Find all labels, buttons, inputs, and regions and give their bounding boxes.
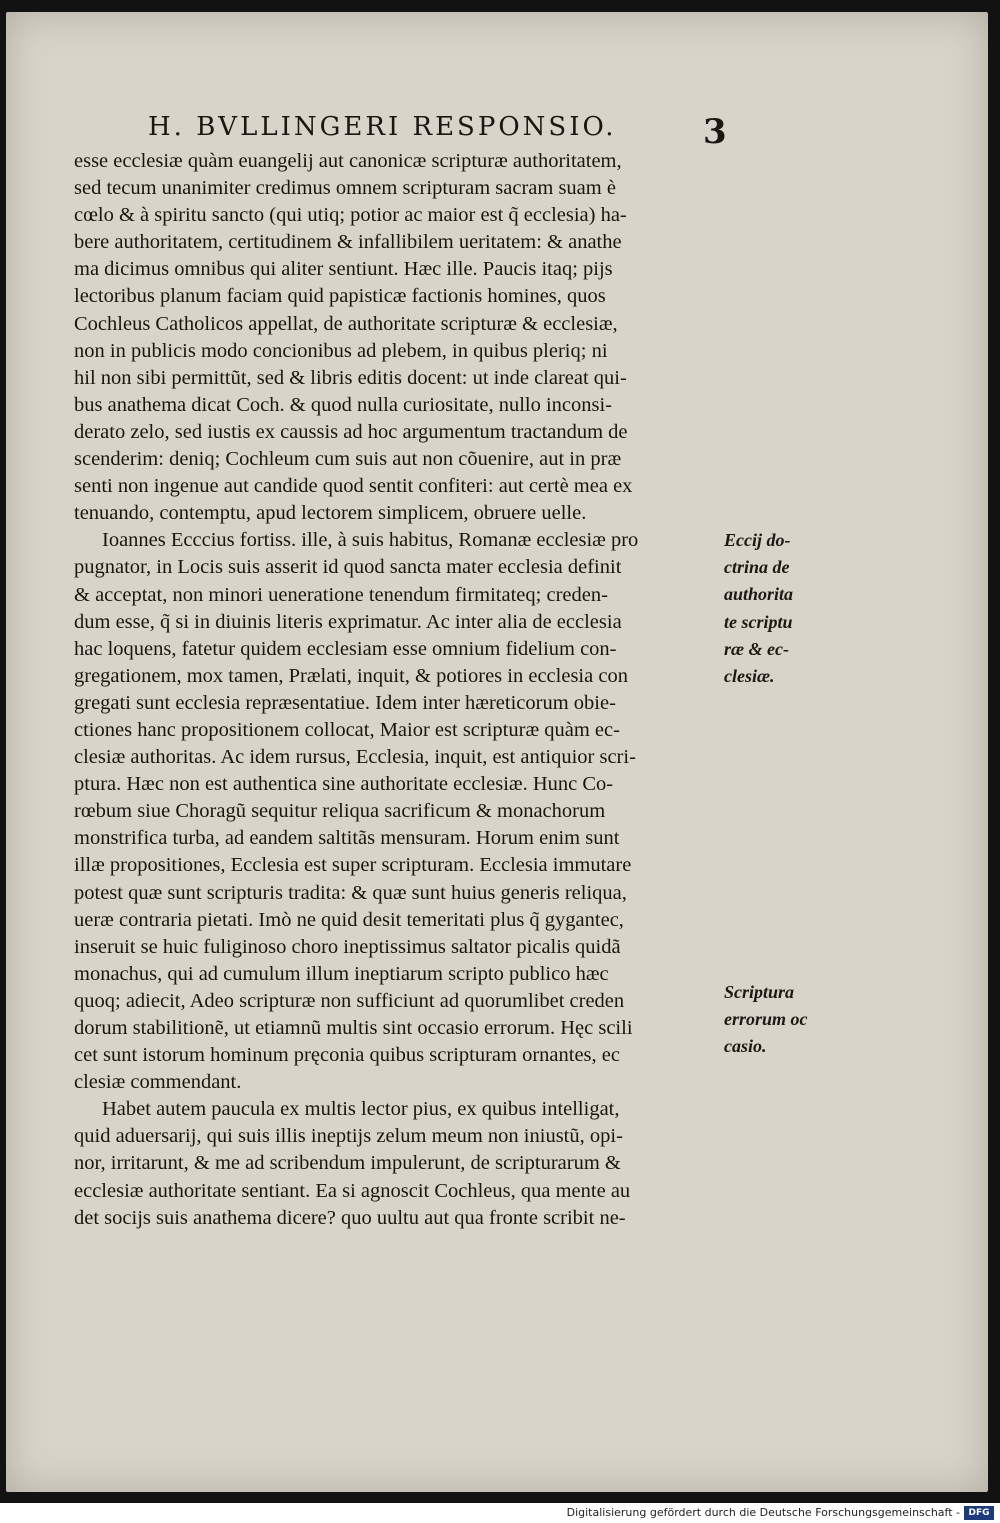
text-line: gregationem, mox tamen, Prælati, inquit, & potiores in ecclesia con <box>74 664 628 687</box>
main-text-block <box>74 148 722 1232</box>
sidenote-eccius-doctrine <box>724 527 819 690</box>
page-number: 3 <box>703 112 727 152</box>
text-line: ptura. Hæc non est authentica sine authoritate ecclesiæ. Hunc Co- <box>74 773 614 796</box>
text-line: lectoribus planum faciam quid papisticæ factionis homines, quos <box>74 285 606 308</box>
sidenote-line: clesiæ. <box>724 665 775 686</box>
text-line: clesiæ commendant. <box>74 1071 242 1094</box>
text-line: dum esse, q̃ si in diuinis literis exprimatur. Ac inter alia de ecclesia <box>74 610 622 633</box>
text-line: ma dicimus omnibus qui aliter sentiunt. Hæc ille. Paucis itaq; pijs <box>74 258 613 281</box>
text-line: dorum stabilitionẽ, ut etiamnũ multis sint occasio errorum. Hęc scili <box>74 1017 633 1039</box>
text-line: monachus, qui ad cumulum illum ineptiarum scripto publico hæc <box>74 962 609 985</box>
sidenote-line: Scriptura <box>724 982 795 1002</box>
text-line: derato zelo, sed iustis ex caussis ad hoc argumentum tractandum de <box>74 420 628 443</box>
sidenote-line: te scriptu <box>724 611 793 632</box>
text-line: nor, irritarunt, & me ad scribendum impulerunt, de scripturarum & <box>74 1152 621 1175</box>
text-line: cet sunt istorum hominum pręconia quibus scripturam ornantes, ec <box>74 1044 620 1067</box>
sidenote-line: ctrina de <box>724 557 790 578</box>
text-line: bere authoritatem, certitudinem & infallibilem ueritatem: & anathe <box>74 231 622 254</box>
text-line: ctiones hanc propositionem collocat, Maior est scripturæ quàm ec- <box>74 718 620 741</box>
sidenote-line: authorita <box>724 584 794 605</box>
text-line: & acceptat, non minori ueneratione tenendum firmitateq; creden- <box>74 583 608 606</box>
text-line: Cochleus Catholicos appellat, de authoritate scripturæ & ecclesiæ, <box>74 312 618 335</box>
text-line: esse ecclesiæ quàm euangelij aut canonicæ scripturæ authoritatem, <box>74 150 622 172</box>
text-line: hil non sibi permittũt, sed & libris editis docent: ut inde clareat qui- <box>74 366 627 389</box>
text-line: cœlo & à spiritu sancto (qui utiq; potior ac maior est q̃ ecclesia) ha- <box>74 204 627 227</box>
text-line: hac loquens, fatetur quidem ecclesiam esse omnium fidelium con- <box>74 637 617 660</box>
sidenote-line: errorum oc <box>724 1009 808 1030</box>
paragraph-start-line: Habet autem paucula ex multis lector pius, ex quibus intelligat, <box>102 1098 620 1121</box>
text-line: potest quæ sunt scripturis tradita: & quæ sunt huius generis reliqua, <box>74 881 627 904</box>
text-line: det socijs suis anathema dicere? quo uultu aut qua fronte scribit ne- <box>74 1206 626 1229</box>
text-line: quoq; adiecit, Adeo scripturæ non sufficiunt ad quorumlibet creden <box>74 989 625 1012</box>
sidenote-line: casio. <box>724 1036 767 1057</box>
text-line: inseruit se huic fuliginoso choro ineptissimus saltator picalis quidã <box>74 935 621 958</box>
sidenote-scriptura <box>724 979 819 1061</box>
running-head: H. BVLLINGERI RESPONSIO. <box>148 112 617 142</box>
dfg-logo: DFG <box>964 1506 994 1520</box>
sidenote-line: Eccij do- <box>724 530 791 550</box>
text-line: tenuando, contemptu, apud lectorem simplicem, obruere uelle. <box>74 502 587 525</box>
text-line: ueræ contraria pietati. Imò ne quid desit temeritati plus q̃ gygantec, <box>74 908 624 931</box>
text-line: monstrifica turba, ad eandem saltitãs mensuram. Horum enim sunt <box>74 827 620 850</box>
text-line: gregati sunt ecclesia repræsentatiue. Idem inter hæreticorum obie- <box>74 691 616 714</box>
text-line: bus anathema dicat Coch. & quod nulla curiositate, nullo inconsi- <box>74 393 613 416</box>
text-line: non in publicis modo concionibus ad plebem, in quibus pleriq; ni <box>74 339 608 362</box>
text-line: pugnator, in Locis suis asserit id quod sancta mater ecclesia definit <box>74 556 622 579</box>
digitization-footer <box>0 1503 1000 1523</box>
sidenote-line: ræ & ec- <box>724 638 789 659</box>
text-line: sed tecum unanimiter credimus omnem scripturam sacram suam è <box>74 177 616 200</box>
text-line: senti non ingenue aut candide quod sentit confiteri: aut certè mea ex <box>74 475 633 498</box>
text-line: ecclesiæ authoritate sentiant. Ea si agnoscit Cochleus, qua mente au <box>74 1179 631 1202</box>
digitization-credit: Digitalisierung gefördert durch die Deutsche Forschungsgemeinschaft - <box>566 1506 960 1519</box>
text-line: clesiæ authoritas. Ac idem rursus, Ecclesia, inquit, est antiquior scri- <box>74 746 636 769</box>
text-line: quid aduersarij, qui suis illis ineptijs zelum meum non iniustũ, opi- <box>74 1125 623 1148</box>
page-header <box>148 112 727 152</box>
text-line: illæ propositiones, Ecclesia est super scripturam. Ecclesia immutare <box>74 854 632 877</box>
paragraph-start-line: Ioannes Ecccius fortiss. ille, à suis habitus, Romanæ ecclesiæ pro <box>102 529 639 552</box>
text-line: rœbum siue Choragũ sequitur reliqua sacrificum & monachorum <box>74 800 606 823</box>
text-line: scenderim: deniq; Cochleum cum suis aut non cõuenire, aut in præ <box>74 448 622 471</box>
